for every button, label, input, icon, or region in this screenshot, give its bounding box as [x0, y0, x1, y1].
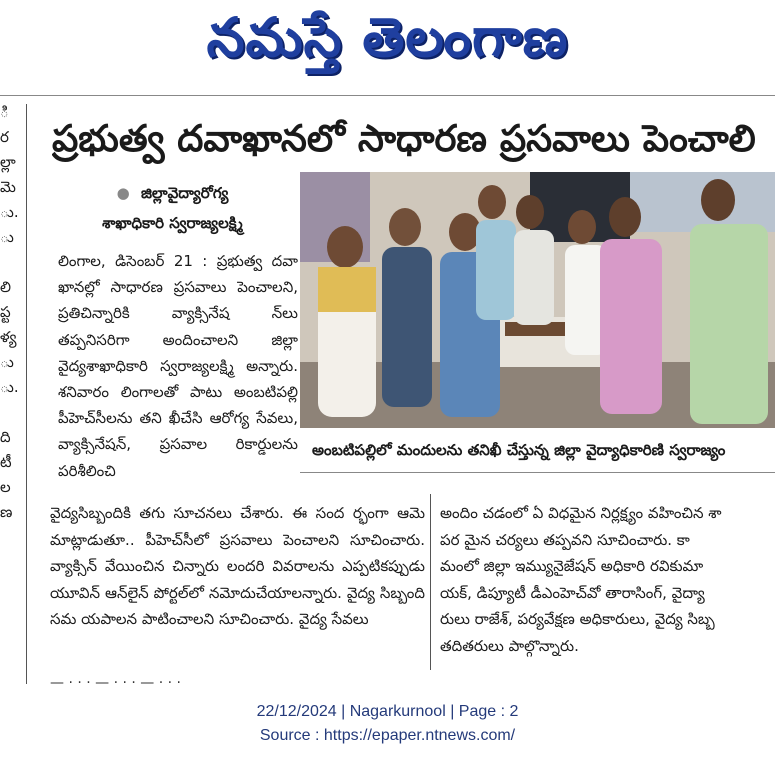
body-paragraph: లింగాల, డిసెంబర్ 21 : ప్రభుత్వ దవా ఖానల్లో సాధారణ ప్రసవాలు పెంచాలని, ప్రతిచిన్నారికి వ్యాక్సినేష న్‌లు తప్పనిసరిగా అందించాలని జిల్లా వైద్యశాఖాధికారి స్వరాజ్యలక్ష్మి అన్నారు. శనివారం లింగాలతో పాటు అంబటిపల్లి పీహెచ్‌సీలను తని ఖీచేసి ఆరోగ్య సేవలు, వ్యాక్సినేషన్, ప్రసవాల రికార్డులను పరిశీలించి — [58, 252, 298, 480]
fragment-line: ణ — [0, 503, 13, 521]
footer-date-page: 22/12/2024 | Nagarkurnool | Page : 2 — [256, 703, 519, 720]
caption-rule — [300, 472, 775, 473]
fragment-line — [0, 250, 24, 275]
article-body-bottom — [50, 500, 425, 633]
bullet-icon: ● — [116, 184, 130, 202]
masthead — [0, 0, 775, 86]
masthead-rule — [0, 95, 775, 96]
fragment-line: మె — [0, 178, 16, 196]
fragment-line: టీ — [0, 453, 12, 471]
fragment-line: ప్ట — [0, 303, 11, 321]
column-divider — [26, 104, 27, 684]
news-photo — [300, 172, 775, 428]
article-body-left — [58, 248, 298, 484]
page-footer — [0, 700, 775, 748]
body-line: పర మైన చర్యలు తప్పవని సూచించారు. కా — [440, 530, 690, 549]
fragment-line: ది — [0, 428, 11, 446]
fragment-line: లి — [0, 278, 11, 296]
cut-off-text-row: — · · · — · · · — · · · — [50, 676, 182, 686]
masthead-title: నమస్తే తెలంగాణ — [206, 6, 569, 69]
column-divider — [430, 494, 431, 670]
fragment-line: ర — [0, 128, 9, 146]
article-headline: ప్రభుత్వ దవాఖానలో సాధారణ ప్రసవాలు పెంచాలి — [52, 117, 756, 160]
fragment-line: ు — [0, 228, 14, 246]
article-deck — [50, 178, 295, 238]
fragment-line: ల — [0, 478, 11, 496]
body-line: రులు రాజేశ్, పర్యవేక్షణ అధికారులు, వైద్య సిబ్బ — [440, 610, 715, 629]
fragment-line: ళ్య — [0, 328, 17, 346]
fragment-line: ు. — [0, 378, 19, 396]
body-paragraph: వైద్యసిబ్బందికి తగు సూచనలు చేశారు. ఈ సంద ర్భంగా ఆమె మాట్లాడుతూ.. పీహెచ్‌సీలో ప్రసవాలు పెంచాలని సూచించారు. వ్యాక్సిన్ వేయించిన చిన్నారు లందరి వివరాలను ఎప్పటికప్పుడు యూవిన్ ఆన్‌లైన్ పోర్టల్‌లో నమోదుచేయాలన్నారు. వైద్య సిబ్బంది సమ యపాలన పాటించాలని సూచించారు. వైద్య సేవలు — [50, 504, 425, 629]
adjacent-column-fragment — [0, 100, 24, 685]
fragment-line: ి — [0, 103, 9, 121]
body-line: అందిం చడంలో ఏ విధమైన నిర్లక్ష్యం వహించిన శా — [440, 504, 722, 522]
body-line: తదితరులు పాల్గొన్నారు. — [440, 636, 579, 655]
fragment-line: ు. — [0, 203, 19, 221]
fragment-line: ల్లా — [0, 153, 16, 171]
photo-caption: అంబటిపల్లిలో మందులను తనిఖీ చేస్తున్న జిల్లా వైద్యాధికారిణి స్వరాజ్యం — [312, 441, 726, 459]
fragment-line — [0, 400, 24, 425]
footer-source-link[interactable]: Source : https://epaper.ntnews.com/ — [259, 727, 516, 744]
fragment-line: ు — [0, 353, 14, 371]
body-line: మంలో జిల్లా ఇమ్యునైజేషన్ అధికారి రవికుమా — [440, 557, 704, 576]
deck-line-2: శాఖాధికారి స్వరాజ్యలక్ష్మి — [102, 214, 243, 232]
article-body-right — [440, 500, 775, 660]
body-line: యక్, డిప్యూటీ డీఎంహెచ్‌వో తారాసింగ్, వైద్యా — [440, 583, 705, 602]
deck-line-1: జిల్లావైద్యారోగ్య — [140, 184, 229, 202]
